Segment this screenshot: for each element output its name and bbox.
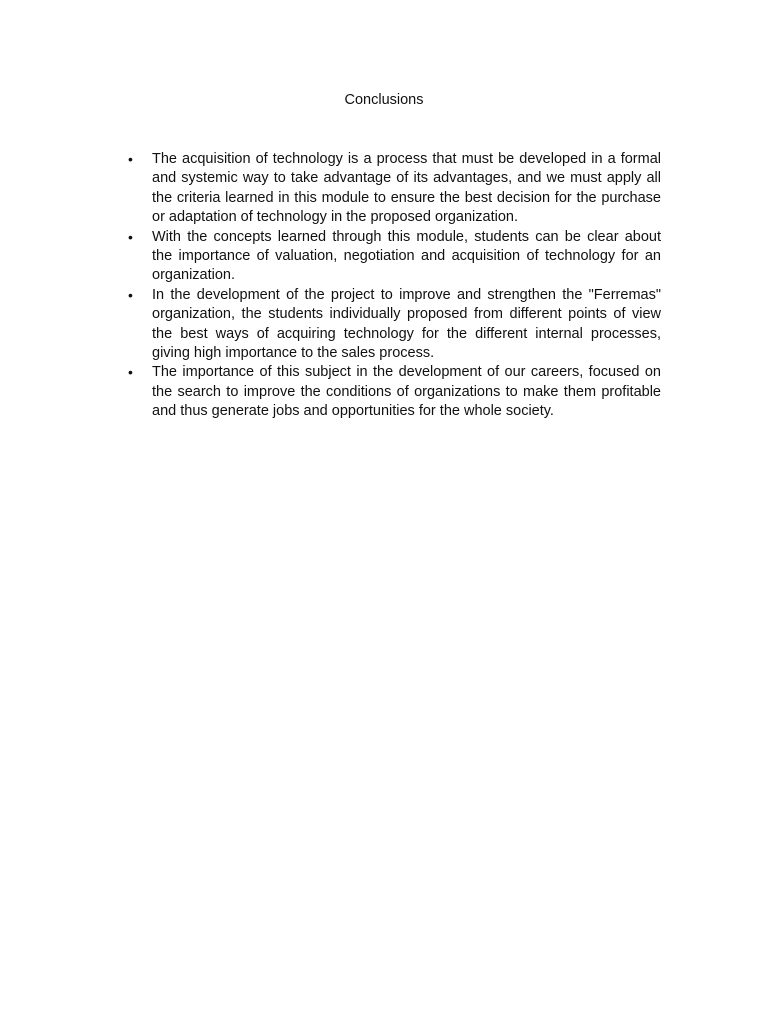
list-item-text: The acquisition of technology is a process that must be developed in a formal and systemic way to take advantage of its advantages, and we must apply all the criteria learned in this module to ensure the best decision for the purchase or adaptation of technology in the proposed organization. (152, 151, 661, 226)
list-item-text: The importance of this subject in the development of our careers, focused on the search to improve the conditions of organizations to make them profitable and thus generate jobs and opportunities for the whole society. (152, 364, 661, 420)
list-item-text: In the development of the project to improve and strengthen the "Ferremas" organization, the students individually proposed from different points of view the best ways of acquiring technology for the different internal processes, giving high importance to the sales process. (152, 286, 661, 362)
conclusions-list (120, 150, 661, 422)
list-item-text: With the concepts learned through this module, students can be clear about the importance of valuation, negotiation and acquisition of technology for an organization. (152, 228, 661, 284)
list-item (120, 228, 661, 286)
bullet-icon: • (128, 228, 133, 245)
bullet-icon: • (128, 151, 133, 167)
bullet-icon: • (128, 364, 133, 381)
page-title: Conclusions (344, 92, 424, 108)
list-item (120, 286, 661, 364)
list-item (120, 363, 661, 421)
list-item (120, 150, 661, 228)
bullet-icon: • (128, 286, 133, 303)
